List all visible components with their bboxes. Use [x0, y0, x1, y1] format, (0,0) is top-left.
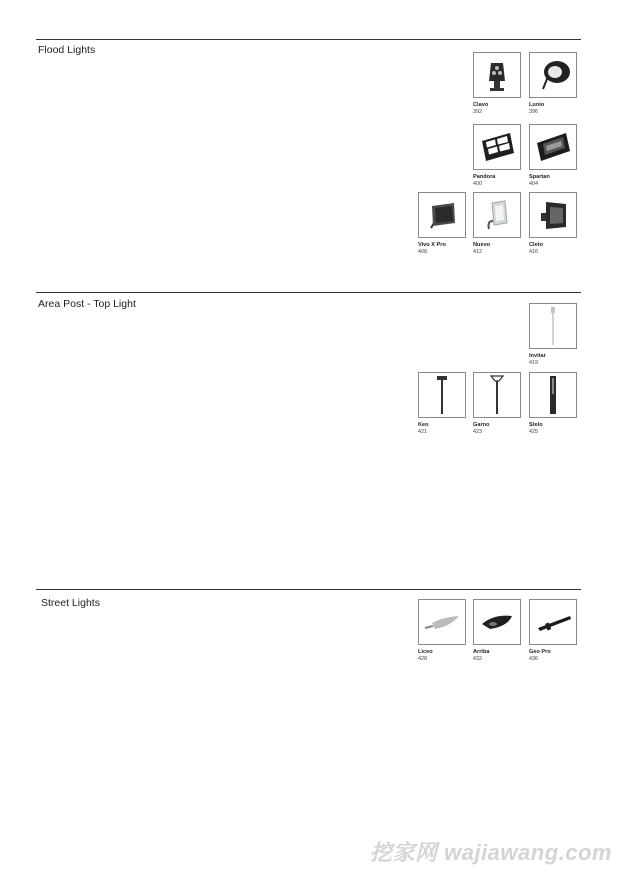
product-name: Lunio: [529, 102, 545, 108]
product-page: 432: [473, 656, 482, 662]
product-page: 408: [418, 249, 427, 255]
product-page: 392: [473, 109, 482, 115]
section-title-street-lights: Street Lights: [41, 597, 100, 609]
product-arriba[interactable]: [473, 599, 523, 663]
product-stelo[interactable]: [529, 372, 579, 436]
round-floodlight-icon: [529, 52, 577, 98]
section-title-area-post: Area Post - Top Light: [38, 298, 136, 310]
product-page: 419: [529, 360, 538, 366]
product-lunio[interactable]: [529, 52, 579, 116]
section-divider: [36, 589, 581, 590]
slim-post-icon: [529, 303, 577, 349]
led-floodlight-icon: [529, 124, 577, 170]
product-page: 404: [529, 181, 538, 187]
product-page: 436: [529, 656, 538, 662]
section-title-flood-lights: Flood Lights: [38, 44, 96, 56]
linear-street-light-icon: [529, 599, 577, 645]
product-cleto[interactable]: [529, 192, 579, 256]
column-light-icon: [529, 372, 577, 418]
product-page: 428: [418, 656, 427, 662]
lantern-post-icon: [473, 372, 521, 418]
section-divider: [36, 39, 581, 40]
product-nuevo[interactable]: [473, 192, 523, 256]
panel-floodlight-icon: [473, 124, 521, 170]
product-page: 396: [529, 109, 538, 115]
product-page: 421: [418, 429, 427, 435]
product-name: Cleto: [529, 242, 543, 248]
product-keo[interactable]: [418, 372, 468, 436]
product-page: 416: [529, 249, 538, 255]
product-name: Clavo: [473, 102, 489, 108]
product-page: 400: [473, 181, 482, 187]
product-name: Invitar: [529, 353, 546, 359]
product-name: Vivo X Pro: [418, 242, 446, 248]
cobra-street-light-icon: [473, 599, 521, 645]
product-spartan[interactable]: [529, 124, 579, 188]
product-page: 425: [529, 429, 538, 435]
post-top-light-icon: [418, 372, 466, 418]
product-vivo-x-pro[interactable]: [418, 192, 468, 256]
product-page: 412: [473, 249, 482, 255]
product-invitar[interactable]: [529, 303, 579, 367]
box-floodlight-icon: [529, 192, 577, 238]
product-name: Geo Pro: [529, 649, 551, 655]
product-liceo[interactable]: [418, 599, 468, 663]
section-divider: [36, 292, 581, 293]
slim-floodlight-icon: [418, 192, 466, 238]
street-light-icon: [418, 599, 466, 645]
product-geo-pro[interactable]: [529, 599, 579, 663]
bracket-floodlight-icon: [473, 192, 521, 238]
product-pandora[interactable]: [473, 124, 523, 188]
product-name: Liceo: [418, 649, 433, 655]
product-name: Nuevo: [473, 242, 491, 248]
product-clavo[interactable]: [473, 52, 523, 116]
product-name: Spartan: [529, 174, 550, 180]
product-name: Keo: [418, 422, 429, 428]
product-name: Stelo: [529, 422, 543, 428]
watermark-text: 挖家网 wajiawang.com: [370, 840, 612, 865]
product-name: Garno: [473, 422, 490, 428]
product-garno[interactable]: [473, 372, 523, 436]
product-name: Arriba: [473, 649, 490, 655]
spotlight-icon: [473, 52, 521, 98]
product-page: 423: [473, 429, 482, 435]
product-name: Pandora: [473, 174, 496, 180]
